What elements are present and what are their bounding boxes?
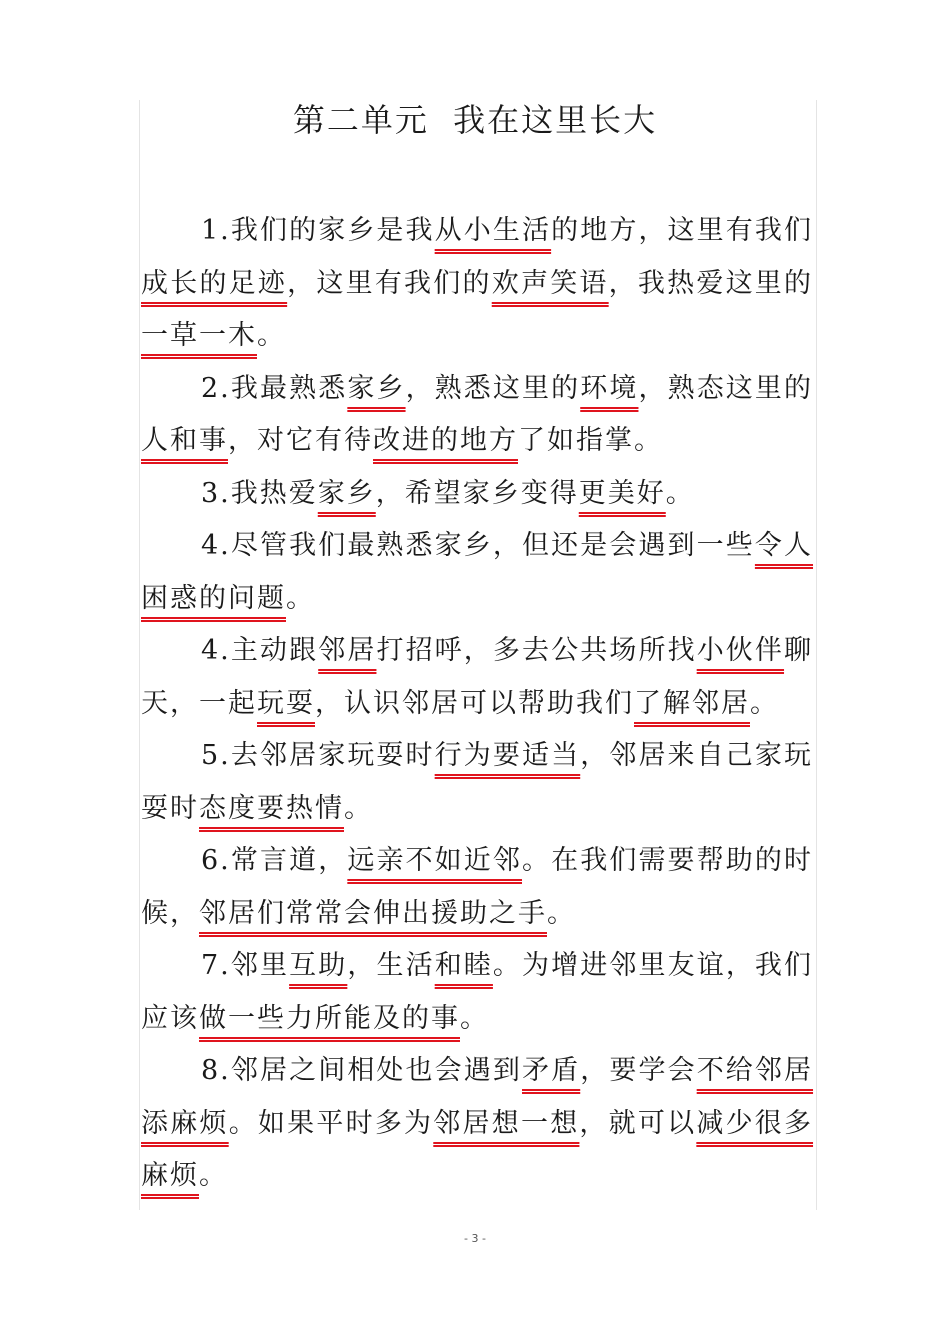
text-run: 7.邻里 (201, 950, 290, 981)
text-run: 4.尽管我们最熟悉家乡，但还是会遇到一些 (201, 530, 755, 561)
text-run: 了如指掌。 (518, 425, 663, 456)
left-margin-line (139, 100, 140, 1210)
underlined-key-phrase: 邻居 (318, 635, 377, 666)
underlined-key-phrase: 邻居想一想 (433, 1107, 580, 1139)
underlined-key-phrase: 减少很多麻烦 (141, 1107, 814, 1191)
underlined-key-phrase: 玩耍 (257, 687, 315, 719)
underlined-key-phrase: 改进的地方 (373, 425, 518, 456)
right-margin-line (816, 100, 817, 1210)
text-run: 打招呼，多去公共场所找 (376, 635, 697, 666)
underlined-key-phrase: 行为要适当 (434, 740, 581, 771)
text-run: 3.我热爱 (201, 477, 318, 509)
underlined-key-phrase: 令人困惑的问题 (141, 530, 814, 614)
text-run: 。 (286, 582, 315, 614)
text-run: ，对它有待 (228, 425, 373, 456)
text-run: 。 (665, 477, 695, 509)
text-run: 6.常言道， (201, 845, 348, 876)
paragraph (141, 940, 813, 1045)
underlined-key-phrase: 环境 (580, 372, 639, 404)
page-title: 第二单元 我在这里长大 (292, 101, 658, 139)
text-run: 8.邻居之间相处也会遇到 (201, 1055, 522, 1086)
text-run: 5.去邻居家玩耍时 (201, 740, 435, 771)
underlined-key-phrase: 了解邻居 (634, 687, 750, 719)
paragraph (141, 835, 813, 940)
text-run: 聊天，一起 (141, 635, 814, 719)
text-run: 。为增进邻里友谊，我们应该 (141, 950, 814, 1034)
text-run: 的地方，这里有我们 (551, 215, 814, 246)
text-run: ，希望家乡变得 (375, 477, 579, 509)
underlined-key-phrase: 欢声笑语 (491, 267, 609, 299)
text-run: 2.我最熟悉 (201, 372, 348, 404)
content-body (141, 205, 813, 1203)
underlined-key-phrase: 互助 (289, 950, 348, 981)
text-run: 1.我们的家乡是我 (201, 215, 435, 246)
text-run: 。 (547, 897, 576, 929)
text-run: ，就可以 (579, 1107, 697, 1139)
text-run: ，要学会 (580, 1055, 697, 1086)
text-run: ，这里有我们的 (287, 267, 492, 299)
text-run: 。在我们需要帮助的时候， (141, 845, 814, 929)
underlined-key-phrase: 态度要热情 (199, 792, 344, 824)
underlined-key-phrase: 家乡 (317, 477, 376, 509)
underlined-key-phrase: 和睦 (434, 950, 493, 981)
underlined-key-phrase: 远亲不如近邻 (347, 845, 522, 876)
underlined-key-phrase: 一草一木 (141, 320, 257, 351)
paragraph (141, 730, 813, 835)
underlined-key-phrase: 更美好 (578, 477, 666, 509)
text-run: 。 (199, 1160, 228, 1191)
paragraph (141, 625, 813, 730)
paragraph (141, 205, 813, 363)
underlined-key-phrase: 人和事 (141, 425, 228, 456)
underlined-key-phrase: 矛盾 (522, 1055, 581, 1086)
text-run: 4.主动跟 (201, 635, 319, 666)
underlined-key-phrase: 邻居们常常会伸出援助之手 (199, 897, 547, 929)
underlined-key-phrase: 不给邻居添麻烦 (141, 1055, 814, 1139)
text-run: 。 (750, 687, 779, 719)
underlined-key-phrase: 家乡 (347, 372, 406, 404)
text-run: ，熟悉这里的 (405, 372, 581, 404)
page-number: - 3 - (464, 1232, 486, 1245)
underlined-key-phrase: 小伙伴 (696, 635, 785, 666)
text-run: ，我热爱这里的 (608, 267, 814, 299)
text-run: 。 (344, 792, 373, 824)
underlined-key-phrase: 成长的足迹 (141, 267, 288, 299)
underlined-key-phrase: 从小生活 (434, 215, 552, 246)
underlined-key-phrase: 做一些力所能及的事 (199, 1002, 460, 1034)
paragraph (141, 363, 813, 468)
text-run: 。如果平时多为 (228, 1107, 434, 1139)
paragraph (141, 1045, 813, 1203)
text-run: 。 (460, 1002, 489, 1034)
text-run: ，熟态这里的 (638, 372, 814, 404)
text-run: ，认识邻居可以帮助我们 (315, 687, 634, 719)
paragraph (141, 468, 813, 521)
text-run: 。 (257, 320, 286, 351)
text-run: ，邻居来自己家玩耍时 (141, 740, 814, 824)
text-run: ，生活 (347, 950, 435, 981)
paragraph (141, 520, 813, 625)
